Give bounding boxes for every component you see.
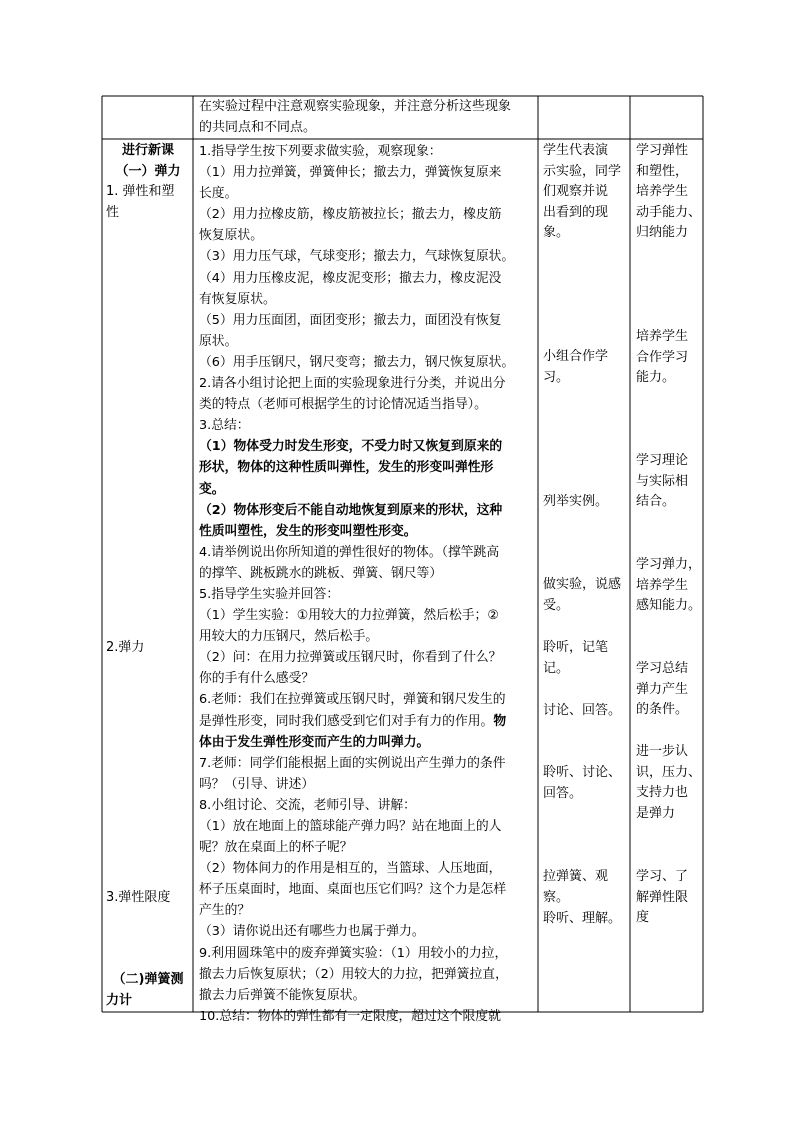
activity-line-text: 有恢复原状。 [199, 291, 276, 307]
activity-line-text: 形状，物体的这种性质叫弹性，发生的形变叫弹性形 [199, 460, 494, 476]
student-activity-2: 小组合作学 习。 [543, 349, 609, 385]
activity-line [199, 542, 536, 563]
activity-line-text: 7.老师：同学们能根据上面的实例说出产生弹力的条件 [199, 755, 506, 771]
design-intent-5: 学习总结 弹力产生 的条件。 [636, 661, 689, 717]
activity-line-text: （3）请你说出还有哪些力也属于弹力。 [199, 924, 425, 940]
activity-line-text: 3.总结： [199, 418, 250, 434]
activity-line [199, 753, 536, 774]
activity-line [199, 479, 536, 500]
activity-line-text: 吗？（引导、讲述） [199, 776, 315, 792]
student-activity-7: 聆听、讨论、 回答。 [543, 765, 622, 801]
activity-line [199, 394, 536, 415]
topic-elasticity-plasticity-cont: 性 [106, 204, 120, 220]
activity-line [199, 668, 536, 689]
activity-line [199, 1006, 536, 1027]
activity-line [199, 985, 536, 1006]
activity-line-text: 用较大的力压钢尺，然后松手。 [199, 629, 379, 645]
student-activity-9: 聆听、理解。 [543, 911, 622, 926]
activity-line [199, 162, 536, 183]
topic-elasticity-plasticity: 1. 弹性和塑 [106, 184, 175, 199]
activity-line [199, 457, 536, 478]
activity-line [199, 732, 536, 753]
activity-line [199, 268, 536, 289]
activity-line-text: （5）用力压面团，面团变形；撤去力，面团没有恢复 [199, 312, 502, 328]
topic-elastic-force: 2.弹力 [106, 640, 145, 655]
section-elastic-force-title: （一）弹力 [115, 163, 181, 179]
activity-line [199, 921, 536, 942]
activity-line-text: （1）学生实验：①用较大的力拉弹簧，然后松手；② [199, 608, 499, 624]
activity-line-text: 原状。 [199, 333, 238, 349]
activity-line [199, 943, 536, 964]
lesson-heading: 进行新课 [121, 143, 174, 158]
activity-line [199, 858, 536, 879]
design-intent-2: 培养学生 合作学习 能力。 [636, 329, 689, 385]
activity-line [199, 626, 536, 647]
activity-line-text: 类的特点（老师可根据学生的讨论情况适当指导）。 [199, 397, 487, 413]
activity-line-text: （1）放在地面上的篮球能产弹力吗？站在地面上的人 [199, 819, 502, 834]
activity-line-text: 产生的？ [199, 903, 251, 919]
activity-line [199, 500, 536, 521]
activity-line-text: 1.指导学生按下列要求做实验，观察现象： [199, 144, 442, 159]
activity-line-text: 10.总结：物体的弹性都有一定限度，超过这个限度就 [199, 1008, 501, 1024]
design-intent-3: 学习理论 与实际相 结合。 [636, 453, 689, 509]
activity-line-text: （1）物体受力时发生形变，不受力时又恢复到原来的 [199, 439, 503, 455]
activity-line-text: （2）物体间力的作用是相互的，当篮球、人压地面， [199, 861, 502, 877]
activity-line-text: 变。 [199, 481, 225, 497]
activity-line-text: （4）用力压橡皮泥，橡皮泥变形；撤去力，橡皮泥没 [199, 270, 502, 286]
section-spring-scale-title: （二)弹簧测 力计 [106, 972, 184, 1008]
design-intent-1: 学习弹性 和塑性， 培养学生 动手能力、 归纳能力 [636, 143, 702, 240]
activity-line-text: （2）用力拉橡皮筋，橡皮筋被拉长；撤去力，橡皮筋 [199, 207, 502, 223]
activity-line-text: 4.请举例说出你所知道的弹性很好的物体。（撑竿跳高 [199, 544, 500, 560]
activity-line [199, 246, 536, 267]
activity-line [199, 711, 536, 732]
activity-line [199, 225, 536, 246]
activity-line [199, 605, 536, 626]
intro-line-1: 在实验过程中注意观察实验现象，并注意分析这些现象 [199, 99, 512, 114]
topic-heading-block [104, 141, 192, 223]
activity-line [199, 964, 536, 985]
student-activity-6: 讨论、回答。 [543, 703, 622, 718]
activity-line [199, 141, 536, 162]
activity-line-text: 长度。 [199, 186, 238, 202]
activity-line-text: 性质叫塑性，发生的形变叫塑性形变。 [199, 523, 417, 539]
activity-line-tail: 物 [493, 713, 507, 729]
student-activity-1: 学生代表演 示实验，同学 们观察并说 出看到的现 象。 [543, 143, 622, 240]
activity-line-text: 6.老师：我们在拉弹簧或压钢尺时，弹簧和钢尺发生的 [199, 692, 506, 708]
activity-line-text: 5.指导学生实验并回答： [199, 586, 340, 602]
activity-line-text: 撤去力后弹簧不能恢复原状。 [199, 987, 366, 1003]
activity-line [199, 521, 536, 542]
activity-line [199, 563, 536, 584]
activity-line [199, 352, 536, 373]
activity-line-text: 的撑竿、跳板跳水的跳板、弹簧、钢尺等） [199, 565, 443, 581]
activity-line-text: 撤去力后恢复原状；（2）用较大的力拉，把弹簧拉直， [199, 966, 508, 982]
activity-line-text: 是弹性形变，同时我们感受到它们对手有力的作用。 [199, 713, 494, 729]
activity-line [199, 774, 536, 795]
activity-line [199, 689, 536, 710]
teaching-activities [199, 141, 536, 1027]
student-activity-5: 聆听，记笔记。 [543, 640, 609, 676]
activity-line-text: 你的手有什么感受？ [199, 671, 315, 687]
activity-line [199, 310, 536, 331]
activity-line [199, 373, 536, 394]
activity-line [199, 816, 536, 837]
activity-line-text: （2）问：在用力拉弹簧或压钢尺时，你看到了什么？ [199, 650, 502, 666]
activity-line-text: 体由于发生弹性形变而产生的力叫弹力。 [199, 734, 430, 750]
topic-elastic-limit: 3.弹性限度 [106, 890, 171, 905]
design-intent-4: 学习弹力， 培养学生 感知能力。 [636, 557, 702, 613]
activity-line [199, 879, 536, 900]
activity-line [199, 183, 536, 204]
activity-line-text: 杯子压桌面时，地面、桌面也压它们吗？这个力是怎样 [199, 882, 507, 898]
student-activity-8: 拉弹簧、观察。 [543, 869, 609, 905]
activity-line [199, 331, 536, 352]
activity-line [199, 204, 536, 225]
activity-line-text: （1）用力拉弹簧，弹簧伸长；撤去力，弹簧恢复原来 [199, 165, 502, 181]
activity-line-text: （6）用手压钢尺，钢尺变弯；撤去力，钢尺恢复原状。 [199, 354, 515, 370]
activity-line-text: （3）用力压气球，气球变形；撤去力，气球恢复原状。 [199, 249, 515, 265]
intro-row-content [199, 97, 535, 138]
design-intent-6: 进一步认 识，压力、 支持力也 是弹力 [636, 744, 702, 821]
design-intent-7: 学习、了 解弹性限 度 [636, 869, 689, 925]
activity-line [199, 837, 536, 858]
activity-line [199, 415, 536, 436]
activity-line [199, 289, 536, 310]
student-activity-4: 做实验，说感 受。 [543, 577, 622, 613]
activity-line [199, 900, 536, 921]
intro-line-2: 的共同点和不同点。 [199, 119, 317, 135]
activity-line-text: 2.请各小组讨论把上面的实验现象进行分类，并说出分 [199, 376, 506, 392]
activity-line [199, 647, 536, 668]
activity-line [199, 436, 536, 457]
activity-line-text: 9.利用圆珠笔中的废弃弹簧实验：（1）用较小的力拉， [199, 945, 508, 961]
activity-line-text: （2）物体形变后不能自动地恢复到原来的形状，这种 [199, 502, 503, 518]
activity-line [199, 584, 536, 605]
activity-line-text: 呢？放在桌面上的杯子呢？ [199, 840, 353, 856]
activity-line [199, 795, 536, 816]
activity-line-text: 恢复原状。 [199, 228, 263, 244]
student-activity-3: 列举实例。 [543, 494, 609, 509]
activity-line-text: 8.小组讨论、交流，老师引导、讲解： [199, 797, 416, 813]
